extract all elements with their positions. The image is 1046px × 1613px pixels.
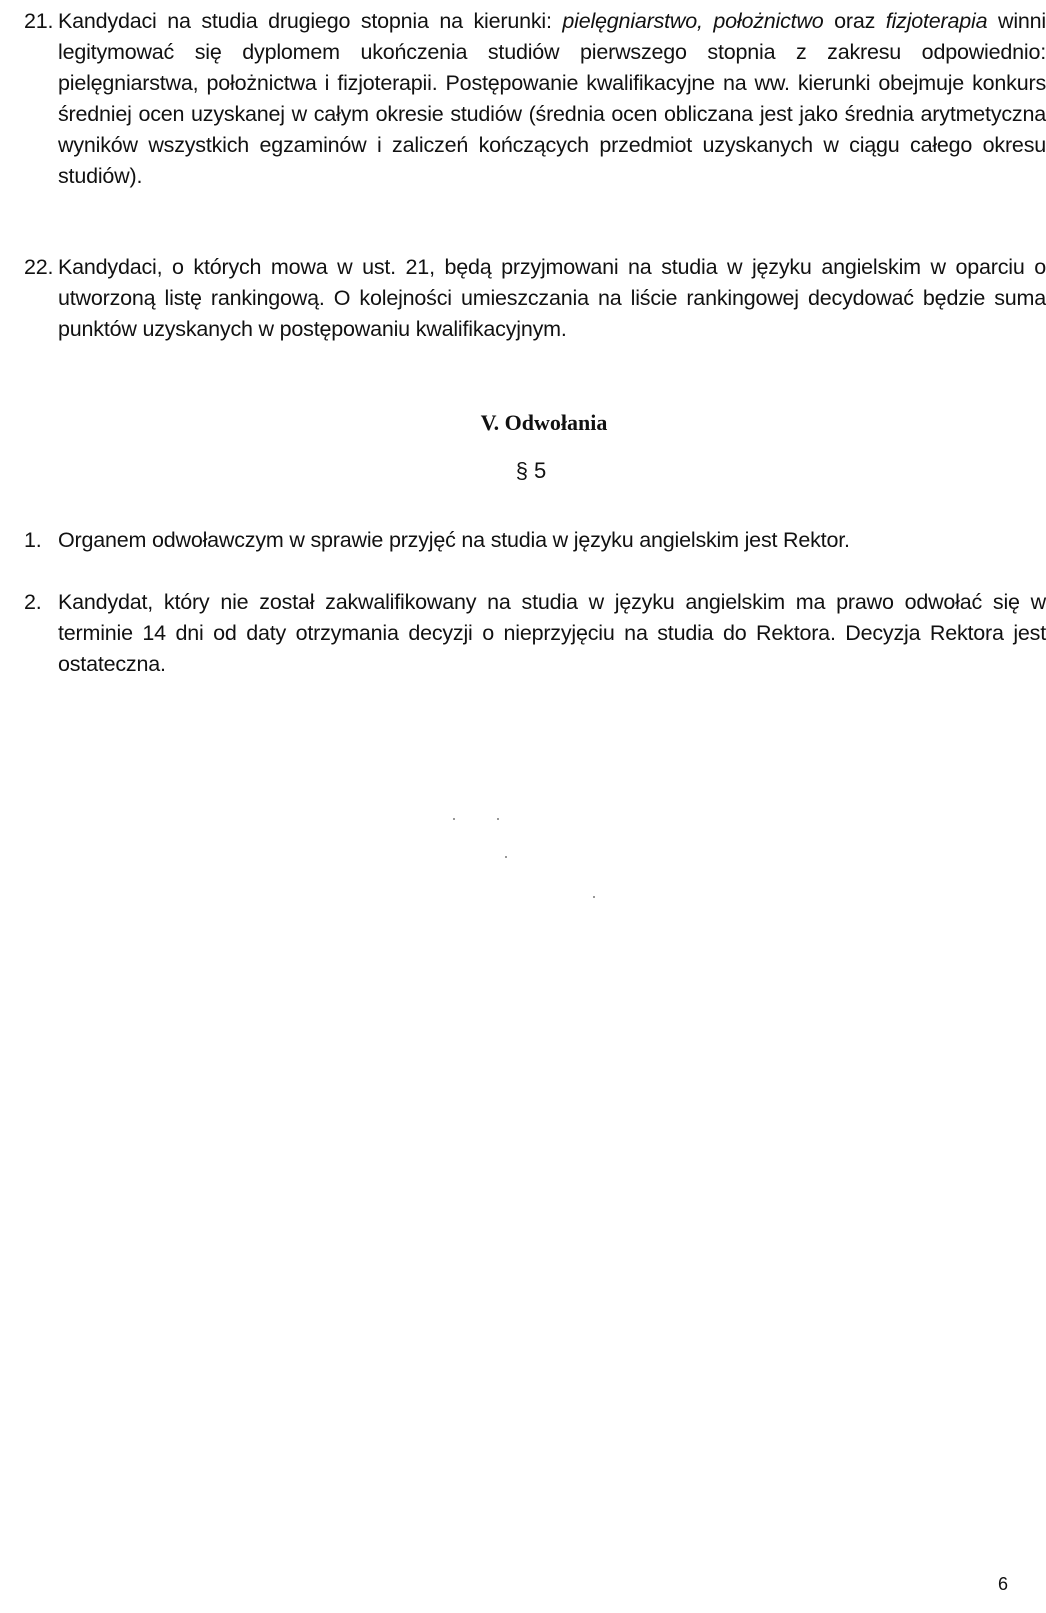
- item-21-text-part-3: winni legitymować się dyplomem ukończenia studiów pierwszego stopnia z zakresu odpowiednio: pielęgniarstwa, położnictwa i fizjoterapii. Postępowanie kwalifikacyjne na ww. kierunki obejmuje konkurs średniej ocen uzyskanej w całym okresie studiów (średnia ocen obliczana jest jako średnia arytmetyczna wyników wszystkich egzaminów i zaliczeń kończących przedmiot uzyskanych w ciągu całego okresu studiów).: [58, 9, 1046, 188]
- list-item-21: [24, 6, 1046, 192]
- item-1-text: Organem odwoławczym w sprawie przyjęć na studia w języku angielskim jest Rektor.: [58, 528, 850, 552]
- item-22-number: 22.: [24, 255, 54, 279]
- item-2-number: 2.: [24, 590, 42, 614]
- item-21-programs-italic: pielęgniarstwo, położnictwo: [562, 9, 824, 33]
- section-heading-text: V. Odwołania: [480, 410, 608, 435]
- scan-speck: [593, 896, 595, 898]
- section-heading: [0, 410, 1024, 436]
- paragraph-number: [0, 458, 1024, 484]
- scan-speck: [497, 818, 499, 820]
- list-item-1: [24, 525, 1046, 556]
- item-21-body: [24, 6, 1046, 192]
- item-1-body: [24, 525, 1046, 556]
- item-1-number: 1.: [24, 528, 42, 552]
- item-21-text-part-2: oraz: [823, 9, 886, 33]
- item-22-body: [24, 252, 1046, 345]
- paragraph-number-text: § 5: [515, 458, 547, 483]
- list-item-22: [24, 252, 1046, 345]
- item-21-number: 21.: [24, 9, 54, 33]
- list-item-2: [24, 587, 1046, 680]
- scan-speck: [453, 818, 455, 820]
- item-21-text-part-1: Kandydaci na studia drugiego stopnia na kierunki:: [58, 9, 563, 33]
- scan-speck: [505, 856, 507, 858]
- item-2-text: Kandydat, który nie został zakwalifikowany na studia w języku angielskim ma prawo odwołać się w terminie 14 dni od daty otrzymania decyzji o nieprzyjęciu na studia do Rektora. Decyzja Rektora jest ostateczna.: [58, 590, 1046, 676]
- item-2-body: [24, 587, 1046, 680]
- page-number: 6: [997, 1574, 1008, 1594]
- item-22-text: Kandydaci, o których mowa w ust. 21, będą przyjmowani na studia w języku angielskim w oparciu o utworzoną listę rankingową. O kolejności umieszczania na liście rankingowej decydować będzie suma punktów uzyskanych w postępowaniu kwalifikacyjnym.: [58, 255, 1046, 341]
- item-21-physio-italic: fizjoterapia: [885, 9, 988, 33]
